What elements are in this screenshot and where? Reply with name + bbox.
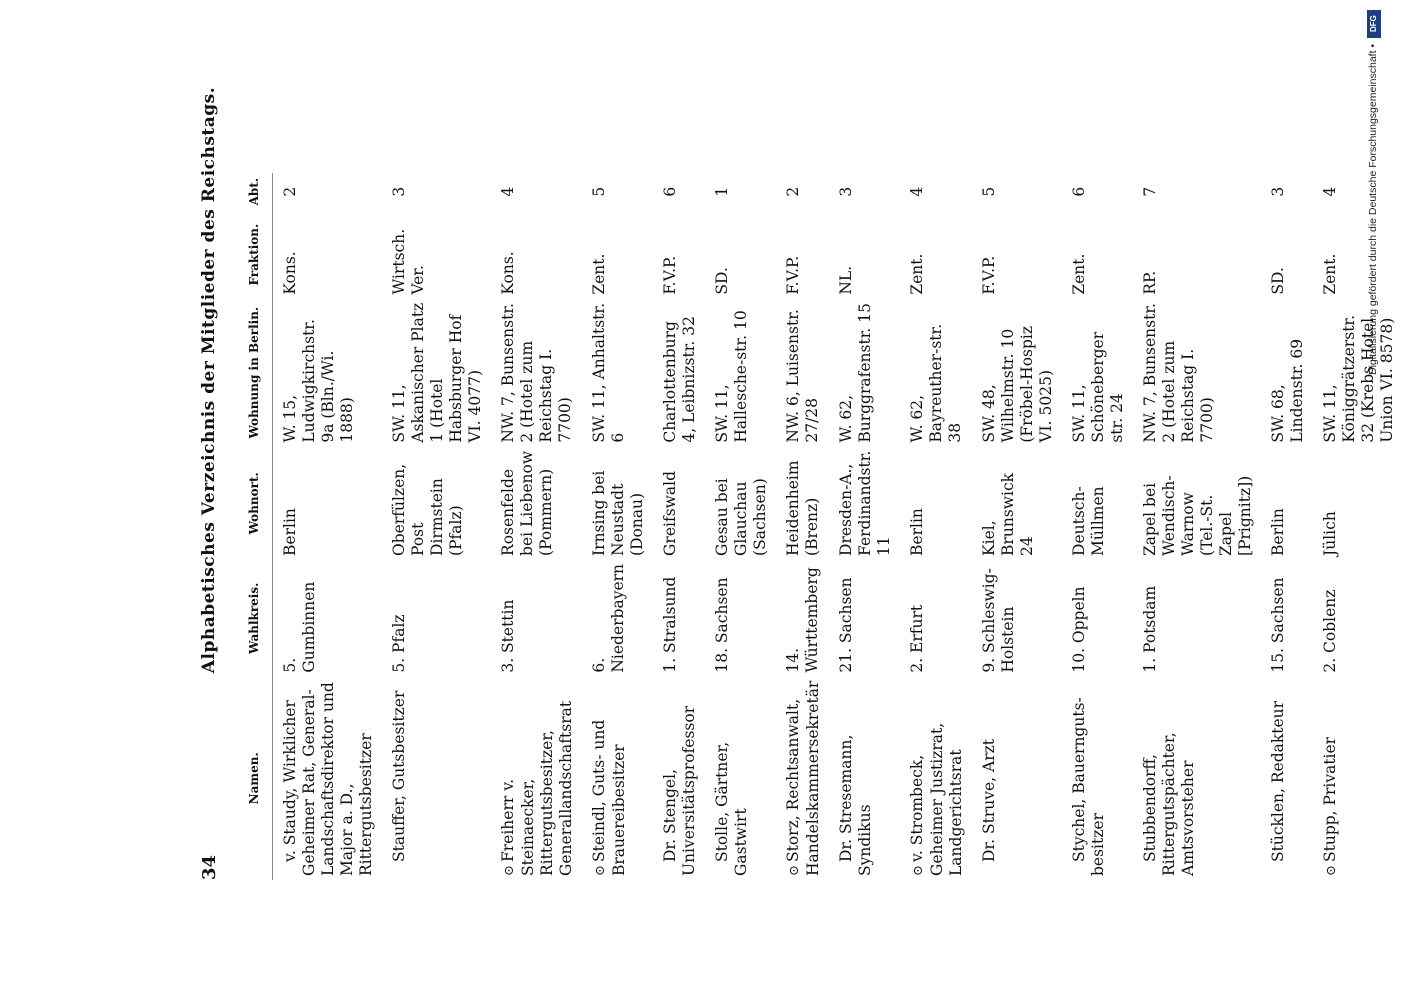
member-name: Freiherr v. Steinaecker, Rittergutsbesitzer, Generallandschaftsrat bbox=[499, 700, 575, 876]
member-marker: ⊙ bbox=[502, 865, 517, 876]
member-wohnort: Greifswald bbox=[661, 470, 679, 556]
table-row bbox=[491, 173, 582, 880]
member-abteilung: 2 bbox=[784, 186, 802, 197]
member-fraktion: Zent. bbox=[1070, 253, 1088, 295]
table-body bbox=[273, 173, 1403, 880]
member-fraktion: F.V.P. bbox=[784, 255, 802, 295]
table-row bbox=[273, 173, 383, 880]
member-wohnort: Berlin bbox=[908, 508, 926, 556]
name-cell bbox=[776, 677, 829, 880]
member-wahlkreis: 15. Sachsen bbox=[1269, 577, 1287, 673]
name-cell bbox=[900, 677, 972, 880]
name-cell bbox=[653, 677, 705, 880]
table-row bbox=[1062, 173, 1133, 880]
table-row bbox=[972, 173, 1062, 880]
member-marker: ⊙ bbox=[787, 865, 802, 876]
member-abteilung: 3 bbox=[1269, 186, 1287, 197]
member-fraktion: Kons. bbox=[281, 251, 299, 295]
member-wohnort: Rosenfelde bei Liebenow (Pommern) bbox=[499, 450, 555, 556]
member-berlin-address: NW. 6, Luisenstr. 27/28 bbox=[784, 309, 821, 443]
name-cell bbox=[1261, 677, 1313, 880]
name-cell bbox=[1133, 677, 1261, 880]
member-berlin-address: W. 62, Bayreuther-str. 38 bbox=[908, 323, 964, 443]
member-fraktion: F.V.P. bbox=[980, 255, 998, 295]
name-cell bbox=[829, 677, 900, 880]
header-row bbox=[245, 173, 273, 880]
member-abteilung: 6 bbox=[1070, 186, 1088, 197]
member-wahlkreis: 18. Sachsen bbox=[713, 577, 731, 673]
member-wahlkreis: 3. Stettin bbox=[499, 599, 517, 673]
member-fraktion: NL. bbox=[837, 265, 855, 295]
member-berlin-address: SW. 11, Anhaltstr. 6 bbox=[590, 302, 627, 443]
member-wohnort: Berlin bbox=[281, 508, 299, 556]
member-wahlkreis: 21. Sachsen bbox=[837, 577, 855, 673]
table-row bbox=[382, 173, 491, 880]
member-marker: ⊙ bbox=[1324, 865, 1339, 876]
member-berlin-address: SW. 11, Hallesche-str. 10 bbox=[713, 310, 750, 443]
table-row bbox=[776, 173, 829, 880]
member-abteilung: 4 bbox=[1321, 186, 1339, 197]
member-wohnort: Kiel, Brunswick 24 bbox=[980, 472, 1036, 556]
member-fraktion: F.V.P. bbox=[661, 255, 679, 295]
member-fraktion: SD. bbox=[1269, 267, 1287, 295]
member-abteilung: 3 bbox=[837, 186, 855, 197]
member-berlin-address: SW. 68, Lindenstr. 69 bbox=[1269, 338, 1306, 443]
member-marker: ⊙ bbox=[593, 865, 608, 876]
name-cell bbox=[582, 677, 653, 880]
member-wahlkreis: 10. Oppeln bbox=[1070, 586, 1088, 673]
member-wahlkreis: 1. Potsdam bbox=[1141, 585, 1159, 673]
member-name: Stychel, Bauernguts-besitzer bbox=[1070, 697, 1107, 876]
table-row bbox=[1133, 173, 1261, 880]
member-wohnort: Oberfülzen, Post Dirmstein (Pfalz) bbox=[390, 463, 465, 556]
member-name: Dr. Struve, Arzt bbox=[980, 738, 998, 862]
credit-text: Digitalisierung gefördert durch die Deutsche Forschungsgemeinschaft • bbox=[1367, 44, 1379, 376]
table-row bbox=[582, 173, 653, 880]
member-wahlkreis: 5. Pfalz bbox=[390, 614, 408, 673]
member-name: Stupp, Privatier bbox=[1321, 736, 1339, 862]
member-name: Dr. Stresemann, Syndikus bbox=[837, 734, 874, 876]
member-wohnort: Deutsch-Müllmen bbox=[1070, 486, 1107, 556]
member-name: Stubbendorff, Rittergutspächter, Amtsvorsteher bbox=[1141, 732, 1197, 876]
table-row bbox=[1313, 173, 1403, 880]
members-table bbox=[245, 173, 1403, 880]
member-wahlkreis: 5. Gumbinnen bbox=[281, 581, 318, 673]
name-cell bbox=[705, 677, 776, 880]
name-cell bbox=[491, 677, 582, 880]
member-berlin-address: SW. 11, Askanischer Platz 1 (Hotel Habsburger Hof VI. 4077) bbox=[390, 302, 484, 443]
member-berlin-address: SW. 11, Königgrätzerstr. 32 (Krebs Hotel Union VI. 8578) bbox=[1321, 314, 1396, 443]
name-cell bbox=[972, 677, 1062, 880]
name-cell bbox=[273, 677, 383, 880]
name-cell bbox=[382, 677, 491, 880]
table-row bbox=[705, 173, 776, 880]
member-wahlkreis: 14. Württemberg bbox=[784, 567, 821, 673]
member-wahlkreis: 1. Stralsund bbox=[661, 576, 679, 673]
member-name: v. Strombeck, Geheimer Justizrat, Landgerichtsrat bbox=[908, 722, 965, 876]
member-abteilung: 4 bbox=[499, 186, 517, 197]
member-name: Dr. Stengel, Universitätsprofessor bbox=[661, 705, 698, 876]
member-berlin-address: SW. 11, Schöneberger str. 24 bbox=[1070, 331, 1126, 443]
page-header bbox=[185, 0, 225, 880]
member-abteilung: 3 bbox=[390, 186, 408, 197]
member-berlin-address: NW. 7, Bunsenstr. 2 (Hotel zum Reichstag I. 7700) bbox=[499, 303, 574, 443]
member-berlin-address: SW. 48, Wilhelmstr. 10 (Fröbel-Hospiz VI. 5025) bbox=[980, 325, 1055, 443]
member-wahlkreis: 2. Coblenz bbox=[1321, 589, 1339, 673]
member-abteilung: 5 bbox=[980, 186, 998, 197]
member-fraktion: Zent. bbox=[590, 253, 608, 295]
member-fraktion: Wirtsch. Ver. bbox=[390, 228, 427, 295]
member-abteilung: 5 bbox=[590, 186, 608, 197]
member-wohnort: Berlin bbox=[1269, 508, 1287, 556]
member-name: Stauffer, Gutsbesitzer bbox=[390, 690, 408, 862]
member-wohnort: Dresden-A., Ferdinandstr. 11 bbox=[837, 450, 893, 556]
sidebar-credit bbox=[1366, 8, 1382, 408]
col-header-berlin: Wohnung in Berlin. bbox=[245, 299, 273, 447]
member-wohnort: Gesau bei Glauchau (Sachsen) bbox=[713, 478, 769, 556]
col-header-abt: Abt. bbox=[245, 173, 273, 211]
table-row bbox=[900, 173, 972, 880]
member-name: Storz, Rechtsanwalt, Handelskammersekretär bbox=[784, 680, 822, 876]
member-fraktion: Zent. bbox=[1321, 253, 1339, 295]
name-cell bbox=[1313, 677, 1403, 880]
dfg-logo: DFG bbox=[1367, 10, 1381, 38]
member-fraktion: Zent. bbox=[908, 253, 926, 295]
member-wohnort: Zapel bei Wendisch-Warnow (Tel.-St. Zapel [Prignitz]) bbox=[1141, 475, 1254, 556]
member-berlin-address: NW. 7, Bunsenstr. 2 (Hotel zum Reichstag I. 7700) bbox=[1141, 303, 1216, 443]
member-wahlkreis: 9. Schleswig-Holstein bbox=[980, 568, 1017, 673]
member-fraktion: Kons. bbox=[499, 251, 517, 295]
member-abteilung: 6 bbox=[661, 186, 679, 197]
member-fraktion: RP. bbox=[1141, 270, 1159, 295]
member-wohnort: Irnsing bei Neustadt (Donau) bbox=[590, 470, 646, 556]
member-name: Stücklen, Redakteur bbox=[1269, 700, 1287, 862]
page-title: Alphabetisches Verzeichnis der Mitglieder des Reichstags. bbox=[199, 86, 219, 674]
member-name: Steindl, Guts- und Brauereibesitzer bbox=[590, 719, 628, 876]
member-fraktion: SD. bbox=[713, 267, 731, 295]
member-name: v. Staudy, Wirklicher Geheimer Rat, General-Landschaftsdirektor und Major a. D., Rittergutsbesitzer bbox=[281, 682, 375, 876]
col-header-wohnort: Wohnort. bbox=[245, 447, 273, 560]
member-name: Stolle, Gärtner, Gastwirt bbox=[713, 741, 750, 876]
member-wahlkreis: 2. Erfurt bbox=[908, 604, 926, 673]
member-wohnort: Jülich bbox=[1321, 511, 1339, 556]
member-abteilung: 1 bbox=[713, 186, 731, 197]
member-berlin-address: Charlottenburg 4, Leibnizstr. 32 bbox=[661, 316, 698, 443]
name-cell bbox=[1062, 677, 1133, 880]
member-abteilung: 7 bbox=[1141, 186, 1159, 197]
col-header-fraktion: Fraktion. bbox=[245, 211, 273, 299]
member-abteilung: 2 bbox=[281, 186, 299, 197]
page-number: 34 bbox=[199, 854, 220, 880]
member-abteilung: 4 bbox=[908, 186, 926, 197]
member-marker: ⊙ bbox=[911, 865, 926, 876]
col-header-kreis: Wahlkreis. bbox=[245, 560, 273, 677]
col-header-name: Namen. bbox=[245, 677, 273, 880]
table-row bbox=[829, 173, 900, 880]
member-wohnort: Heidenheim (Brenz) bbox=[784, 460, 821, 556]
member-wahlkreis: 6. Niederbayern bbox=[590, 563, 627, 673]
table-row bbox=[653, 173, 705, 880]
member-berlin-address: W. 62, Burggrafenstr. 15 bbox=[837, 303, 874, 443]
member-berlin-address: W. 15, Ludwigkirchstr. 9a (Bln./Wi. 1888) bbox=[281, 319, 356, 443]
table-row bbox=[1261, 173, 1313, 880]
